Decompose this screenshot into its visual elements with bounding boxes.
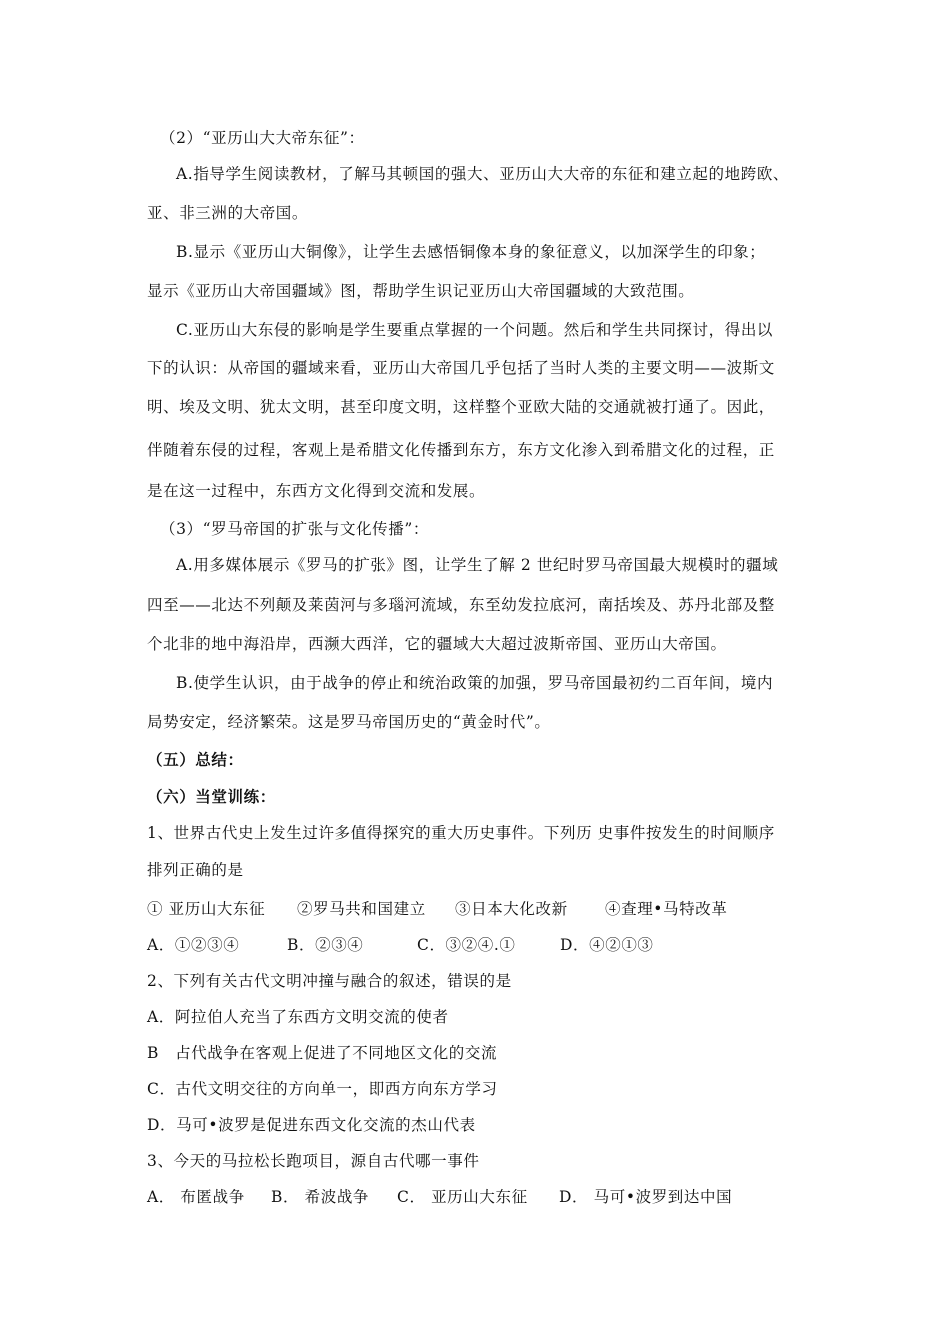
section3-a-line1: A.用多媒体展示《罗马的扩张》图，让学生了解 2 世纪时罗马帝国最大规模时的疆域 <box>176 556 779 574</box>
summary-heading: （五）总结： <box>147 750 244 769</box>
q1-event: ① 亚历山大东征 <box>147 900 266 918</box>
q3-stem: 3、今天的马拉松长跑项目，源自古代哪一事件 <box>147 1152 480 1170</box>
q1-event: ②罗马共和国建立 <box>297 900 426 918</box>
q3-option: A． 布匿战争 <box>147 1188 245 1206</box>
section3-a-line3: 个北非的地中海沿岸，西濒大西洋，它的疆域大大超过波斯帝国、亚历山大帝国。 <box>147 635 727 653</box>
q1-option: D．④②①③ <box>560 936 654 954</box>
q2-option: A．阿拉伯人充当了东西方文明交流的使者 <box>147 1008 449 1026</box>
section2-b-line2: 显示《亚历山大帝国疆域》图，帮助学生识记亚历山大帝国疆域的大致范围。 <box>147 282 695 300</box>
q1-stem-line2: 排列正确的是 <box>147 861 244 879</box>
section2-a-line2: 亚、非三洲的大帝国。 <box>147 204 309 222</box>
q1-option: A．①②③④ <box>147 936 240 954</box>
section3-b-line1: B.使学生认识，由于战争的停止和统治政策的加强，罗马帝国最初约二百年间，境内 <box>176 674 774 692</box>
q3-option: B． 希波战争 <box>271 1188 370 1206</box>
q1-option: B．②③④ <box>287 936 364 954</box>
q2-stem: 2、下列有关古代文明冲撞与融合的叙述，错误的是 <box>147 972 512 990</box>
section2-b-line1: B.显示《亚历山大铜像》，让学生去感悟铜像本身的象征意义，以加深学生的印象； <box>176 243 766 261</box>
section2-c-line4: 伴随着东侵的过程，客观上是希腊文化传播到东方，东方文化渗入到希腊文化的过程，正 <box>147 441 775 459</box>
practice-heading: （六）当堂训练： <box>147 787 276 806</box>
q3-option: D． 马可•波罗到达中国 <box>559 1188 733 1206</box>
q1-options <box>147 935 654 955</box>
q1-events <box>147 899 727 919</box>
section3-b-line2: 局势安定，经济繁荣。这是罗马帝国历史的“黄金时代”。 <box>147 713 551 731</box>
q1-event: ③日本大化改新 <box>455 900 568 918</box>
section2-c-line3: 明、埃及文明、犹太文明，甚至印度文明，这样整个亚欧大陆的交通就被打通了。因此， <box>147 398 775 416</box>
section3-a-line2: 四至——北达不列颠及莱茵河与多瑙河流域，东至幼发拉底河，南括埃及、苏丹北部及整 <box>147 596 775 614</box>
q1-option: C．③②④.① <box>417 936 516 954</box>
section2-c-line2: 下的认识：从帝国的疆域来看，亚历山大帝国几乎包括了当时人类的主要文明——波斯文 <box>147 359 775 377</box>
q3-options <box>147 1187 732 1207</box>
q2-option: D．马可•波罗是促进东西文化交流的杰山代表 <box>147 1116 476 1134</box>
section2-c-line1: C.亚历山大东侵的影响是学生要重点掌握的一个问题。然后和学生共同探讨，得出以 <box>176 321 774 339</box>
section2-heading: （2）“亚历山大大帝东征”： <box>160 129 365 147</box>
q2-option: C．古代文明交往的方向单一，即西方向东方学习 <box>147 1080 498 1098</box>
section3-heading: （3）“罗马帝国的扩张与文化传播”： <box>160 520 430 538</box>
section2-a-line1: A.指导学生阅读教材，了解马其顿国的强大、亚历山大大帝的东征和建立起的地跨欧、 <box>176 165 790 183</box>
q3-option: C． 亚历山大东征 <box>397 1188 528 1206</box>
section2-c-line5: 是在这一过程中，东西方文化得到交流和发展。 <box>147 482 486 500</box>
q1-event: ④查理•马特改革 <box>605 900 728 918</box>
q2-option: B 占代战争在客观上促进了不同地区文化的交流 <box>147 1044 498 1062</box>
q1-stem-line1: 1、世界古代史上发生过许多值得探究的重大历史事件。下列历 史事件按发生的时间顺序 <box>147 824 775 842</box>
